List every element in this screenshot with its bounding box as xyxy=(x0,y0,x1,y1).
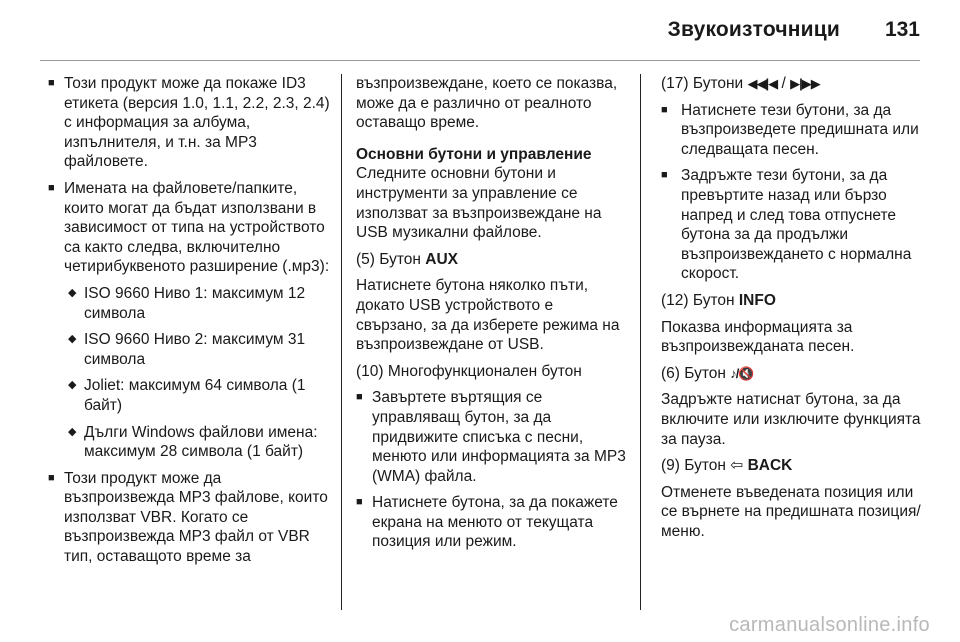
next-track-icon: ▶|▶▶ xyxy=(790,76,820,91)
column-1 xyxy=(48,74,330,574)
bullet-press: ■ Натиснете бутона, за да покажете екрана на менюто от текущата позиция или режим. xyxy=(356,493,628,552)
watermark: carmanualsonline.info xyxy=(729,614,930,636)
seek-buttons-title xyxy=(661,74,921,94)
header-rule xyxy=(40,60,920,61)
back-arrow-icon: ⇦ xyxy=(730,457,744,475)
aux-prefix: (5) Бутон xyxy=(356,250,426,268)
bullet-filenames: ■ Имената на файловете/папките, които могат да бъдат използвани в зависимост от типа на устройството са както следва, включително четирибуквеното разширение (.мp3): xyxy=(48,179,330,277)
sub-bullet-iso-level1: ◆ ISO 9660 Ниво 1: максимум 12 символа xyxy=(48,284,330,323)
seek-separator: / xyxy=(777,75,791,92)
aux-description: Натиснете бутона няколко пъти, докато USB устройството е свързано, за да изберете режима на възпроизвеждане от USB. xyxy=(356,277,620,354)
sub-bullet-windows-long: ◆ Дълги Windows файлови имена: максимум 28 символа (1 байт) xyxy=(48,423,330,462)
mute-description: Задръжте натиснат бутона, за да включите или изключите функцията за пауза. xyxy=(661,391,921,448)
column-3 xyxy=(661,74,921,548)
bullet-id3: ■ Този продукт може да покаже ID3 етикета (версия 1.0, 1.1, 2.2, 2.3, 2.4) с информация за албума, изпълнителя, и т.н. за MP3 файловете. xyxy=(48,74,330,172)
section-intro: Следните основни бутони и инструменти за управление се използват за възпроизвеждане на USB музикални файлове. xyxy=(356,165,602,242)
column-divider-1 xyxy=(341,74,342,610)
back-label: BACK xyxy=(747,457,793,475)
page-number: 131 xyxy=(884,18,920,41)
aux-label: AUX xyxy=(425,250,458,268)
aux-button-title xyxy=(356,250,628,270)
back-prefix: (9) Бутон xyxy=(661,457,731,475)
mute-button-title xyxy=(661,364,921,384)
back-button-title xyxy=(661,456,921,476)
column-2 xyxy=(356,74,628,559)
multifunction-title: (10) Многофункционален бутон xyxy=(356,362,582,380)
info-label: INFO xyxy=(738,291,776,309)
bullet-rotate: ■ Завъртете въртящия се управляващ бутон, за да придвижите списъка с песни, менюто или информацията за MP3 (WMA) файла. xyxy=(356,388,628,486)
seek-prefix: (17) Бутони xyxy=(661,75,748,92)
mute-icon: ♪/🔇 xyxy=(730,365,754,381)
page-header xyxy=(0,0,960,60)
mute-prefix: (6) Бутон xyxy=(661,364,731,382)
info-button-title xyxy=(661,291,921,311)
info-prefix: (12) Бутон xyxy=(661,291,739,309)
section-heading: Основни бутони и управление xyxy=(356,145,592,163)
bullet-press-seek: ■ Натиснете тези бутони, за да възпроизведете предишната или следващата песен. xyxy=(661,101,921,160)
sub-bullet-joliet: ◆ Joliet: максимум 64 символа (1 байт) xyxy=(48,376,330,415)
page-title: Звукоизточници xyxy=(667,18,840,41)
back-description: Отменете въведената позиция или се върнете на предишната позиция/меню. xyxy=(661,483,921,540)
sub-bullet-iso-level2: ◆ ISO 9660 Ниво 2: максимум 31 символа xyxy=(48,330,330,369)
column-divider-2 xyxy=(640,74,641,610)
bullet-vbr: ■ Този продукт може да възпроизвежда MP3 файлове, които използват VBR. Когато се възпроизвежда MP3 файл от VBR тип, оставащото време за xyxy=(48,469,330,567)
info-description: Показва информацията за възпроизвежданата песен. xyxy=(661,318,855,356)
bullet-hold-seek: ■ Задръжте тези бутони, за да превъртите назад или бързо напред и след това отпуснете бутона за да продължи възпроизвеждането с нормална скорост. xyxy=(661,166,921,284)
vbr-continuation: възпроизвеждане, което се показва, може да е различно от реалното оставащо време. xyxy=(356,75,618,132)
previous-track-icon: ◀◀|◀ xyxy=(747,76,778,91)
